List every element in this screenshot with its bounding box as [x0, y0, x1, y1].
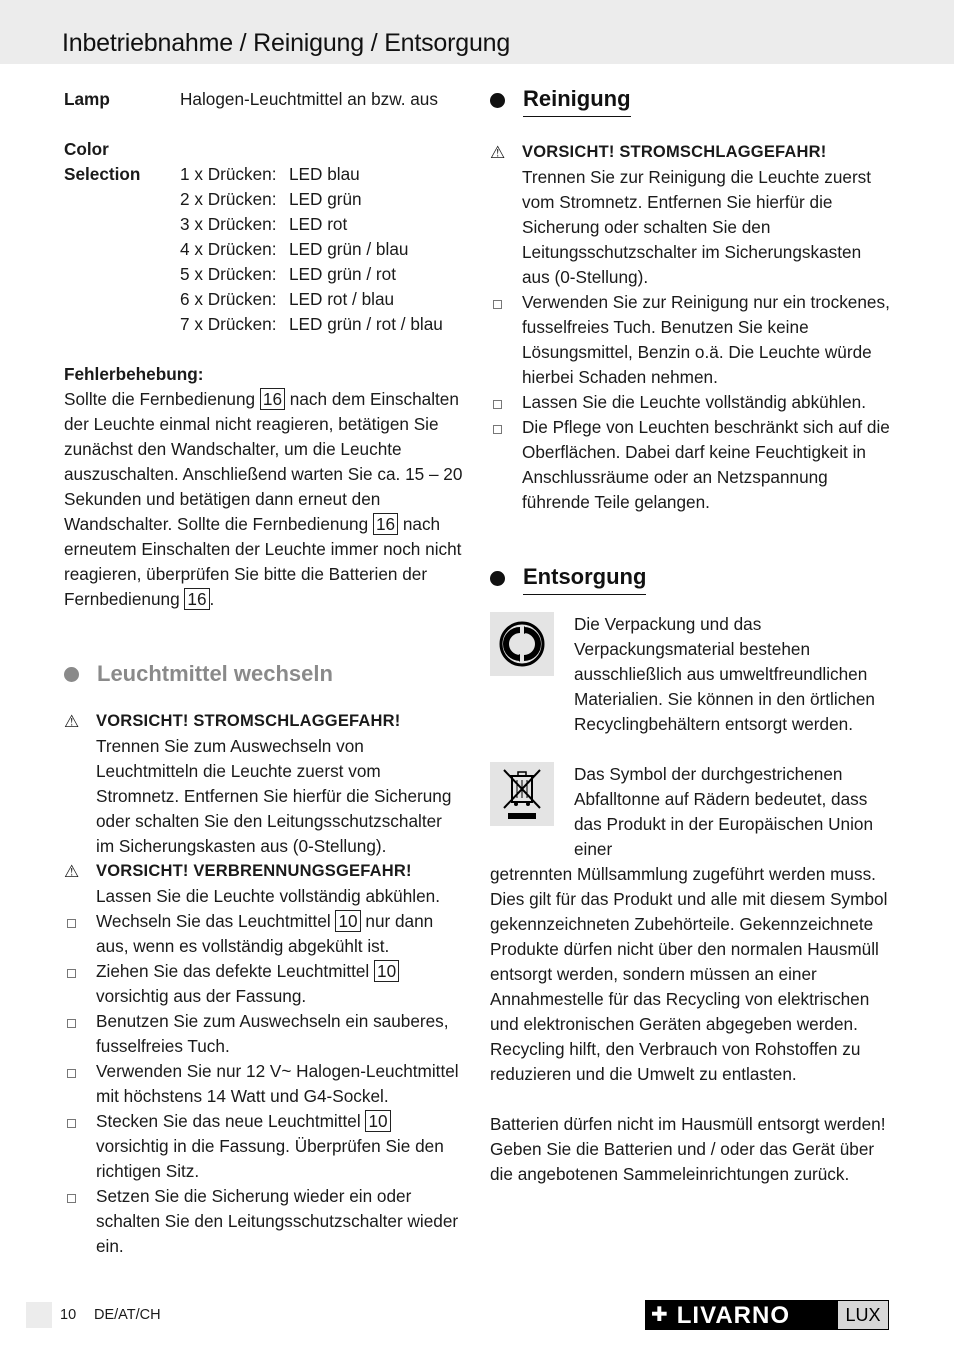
warning-text: Trennen Sie zum Auswechseln von Leuchtmitteln die Leuchte zuerst vom Stromnetz. Entfernen Sie hierfür die Sicherung oder schalten Sie den Leitungsschutzschalter im Sicherungskasten aus (0-Stellung). [96, 736, 452, 856]
checkbox-bullet-icon [490, 390, 522, 415]
crossed-out-bin-icon [490, 762, 554, 826]
list-item: Benutzen Sie zum Auswechseln ein sauberes, fusselfreies Tuch. [64, 1009, 464, 1059]
list-item: Lassen Sie die Leuchte vollständig abkühlen. [490, 390, 890, 415]
warning-text: Lassen Sie die Leuchte vollständig abkühlen. [96, 886, 440, 906]
cross-logo-icon: ✚ [651, 1303, 669, 1326]
bullet-dot-icon [490, 571, 505, 586]
green-dot-recycling-icon [490, 612, 554, 676]
checkbox-bullet-icon [64, 1109, 96, 1184]
list-item: Verwenden Sie nur 12 V~ Halogen-Leuchtmittel mit höchstens 14 Watt und G4-Sockel. [64, 1059, 464, 1109]
troubleshooting-title: Fehlerbehebung: [64, 364, 204, 384]
weee-block [490, 762, 890, 862]
warning-electric-shock: ⚠ VORSICHT! STROMSCHLAGGEFAHR! [490, 140, 890, 165]
bullet-dot-icon [64, 667, 79, 682]
warning-triangle-icon: ⚠ [490, 143, 506, 162]
battery-text: Batterien dürfen nicht im Hausmüll entsorgt werden! Geben Sie die Batterien und / oder das Gerät über die angebotenen Sammeleinrichtungen zurück. [490, 1114, 886, 1184]
page-title: Inbetriebnahme / Reinigung / Entsorgung [62, 29, 511, 57]
list-item: Stecken Sie das neue Leuchtmittel 10 vorsichtig in die Fassung. Überprüfen Sie den richtigen Sitz. [64, 1109, 464, 1184]
section-heading-leuchtmittel: Leuchtmittel wechseln [64, 659, 464, 689]
warning-triangle-icon: ⚠ [64, 712, 80, 731]
bullet-dot-icon [490, 93, 505, 108]
color-selection-key-line2: Selection [64, 164, 141, 184]
reference-number: 10 [335, 910, 360, 932]
list-item: Wechseln Sie das Leuchtmittel 10 nur dann aus, wenn es vollständig abgekühlt ist. [64, 909, 464, 959]
lamp-value: Halogen-Leuchtmittel an bzw. aus [180, 89, 438, 109]
weee-text-continued: getrennten Müllsammlung zugeführt werden muss. Dies gilt für das Produkt und alle mit diesem Symbol gekennzeichneten Zubehörteile. Gekennzeichnete Produkte dürfen nicht über den normalen Hausmüll entsorgt werden, sondern müssen an einer Annahmestelle für das Recycling von elektrischen und elektronischen Geräten abgegeben werden. Recycling hilft, den Verbrauch von Rohstoffen zu reduzieren und die Umwelt zu entlasten. [490, 864, 888, 1084]
livarno-lux-logo [645, 1300, 889, 1330]
press-row: 4 x Drücken: LED grün / blau [180, 239, 409, 259]
right-column [490, 84, 890, 1187]
section-heading-entsorgung: Entsorgung [490, 562, 890, 595]
logo-sub-text: LUX [837, 1300, 889, 1330]
press-row: 7 x Drücken: LED grün / rot / blau [180, 314, 443, 334]
list-item: Verwenden Sie zur Reinigung nur ein trockenes, fusselfreies Tuch. Benutzen Sie keine Lösungsmittel, Benzin o.ä. Die Leuchte würde hierbei Schaden nehmen. [490, 290, 890, 390]
checkbox-bullet-icon [64, 959, 96, 1009]
reference-number: 10 [365, 1110, 390, 1132]
checkbox-bullet-icon [64, 1009, 96, 1059]
list-item: Setzen Sie die Sicherung wieder ein oder schalten Sie den Leitungsschutzschalter wieder ein. [64, 1184, 464, 1259]
section-heading-reinigung: Reinigung [490, 84, 890, 117]
list-item: Ziehen Sie das defekte Leuchtmittel 10 vorsichtig aus der Fassung. [64, 959, 464, 1009]
color-selection [64, 137, 464, 337]
page-number: 10 [60, 1307, 77, 1323]
color-selection-key-line1: Color [64, 139, 109, 159]
press-row: 2 x Drücken: LED grün [180, 189, 362, 209]
footer-page-tab [26, 1302, 52, 1328]
weee-text-start: Das Symbol der durchgestrichenen Abfalltonne auf Rädern bedeutet, dass das Produkt in der Europäischen Union einer [574, 764, 874, 859]
warning-triangle-icon: ⚠ [64, 862, 80, 881]
press-row: 1 x Drücken: LED blau [180, 164, 360, 184]
reference-number: 16 [373, 513, 398, 535]
troubleshooting-text: Sollte die Fernbedienung 16 nach dem Einschalten der Leuchte einmal nicht reagieren, betätigen Sie zunächst den Wandschalter, um die Leuchte auszuschalten. Anschließend warten Sie ca. 15 – 20 Sekunden und betätigen dann erneut den Wandschalter. Sollte die Fernbedienung 16 nach erneutem Einschalten der Leuchte immer noch nicht reagieren, überprüfen Sie bitte die Batterien der Fernbedienung 16 . [64, 389, 463, 609]
list-item: Die Pflege von Leuchten beschränkt sich auf die Oberflächen. Dabei darf keine Feuchtigkeit in Anschlussräume oder an Netzspannung führende Teile gelangen. [490, 415, 890, 515]
packaging-text: Die Verpackung und das Verpackungsmaterial bestehen ausschließlich aus umweltfreundlichen Materialien. Sie können in den örtlichen Recyclingbehältern entsorgt werden. [574, 614, 875, 734]
warning-electric-shock: ⚠ VORSICHT! STROMSCHLAGGEFAHR! [64, 709, 464, 734]
lamp-row [64, 87, 464, 112]
press-row: 3 x Drücken: LED rot [180, 214, 348, 234]
warning-burn: ⚠ VORSICHT! VERBRENNUNGSGEFAHR! [64, 859, 464, 884]
reference-number: 16 [184, 588, 209, 610]
checkbox-bullet-icon [490, 415, 522, 515]
checkbox-bullet-icon [64, 1059, 96, 1109]
reference-number: 10 [374, 960, 399, 982]
press-row: 6 x Drücken: LED rot / blau [180, 289, 395, 309]
checkbox-bullet-icon [64, 909, 96, 959]
packaging-recycling-block [490, 612, 890, 737]
checkbox-bullet-icon [64, 1184, 96, 1259]
logo-main-text: LIVARNO [676, 1301, 790, 1329]
reference-number: 16 [260, 388, 285, 410]
lamp-key: Lamp [64, 89, 110, 109]
warning-text: Trennen Sie zur Reinigung die Leuchte zuerst vom Stromnetz. Entfernen Sie hierfür die Sicherung oder schalten Sie den Leitungsschutzschalter im Sicherungskasten aus (0-Stellung). [522, 167, 872, 287]
region-code: DE/AT/CH [94, 1307, 161, 1323]
press-row: 5 x Drücken: LED grün / rot [180, 264, 396, 284]
checkbox-bullet-icon [490, 290, 522, 390]
left-column [64, 87, 464, 1259]
